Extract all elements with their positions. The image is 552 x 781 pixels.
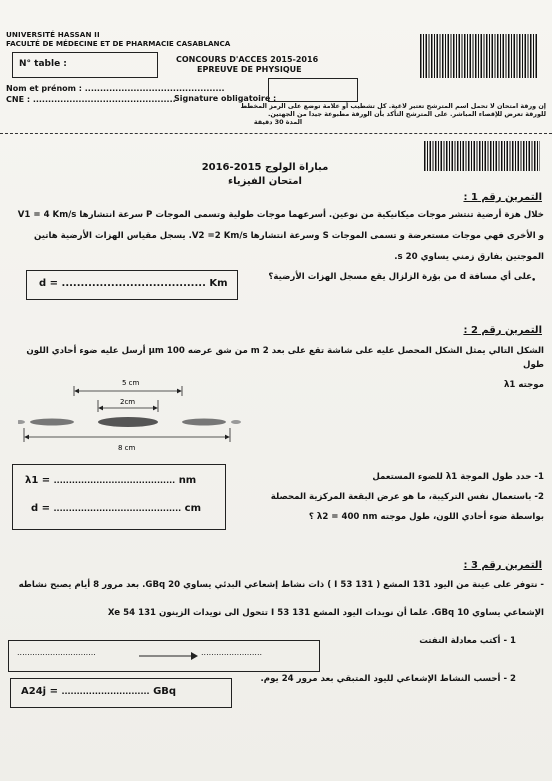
ex3-answer	[21, 686, 176, 697]
arrow-right-icon	[139, 651, 199, 661]
ex3-text	[8, 578, 544, 620]
notice-text	[100, 102, 546, 126]
notice-line-2: للورقة تعرض للإقصاء المباشر. على المترشح التأكد بأن الورقة مطبوعة جيدا من الجهتين.	[267, 110, 546, 118]
ex2-answer-1-dots: ........................................	[53, 476, 176, 485]
ex1-answer-label: d =	[39, 278, 59, 289]
ex1-answer-unit: Km	[209, 278, 228, 289]
header-divider	[0, 133, 552, 134]
ex1-answer	[39, 278, 228, 289]
signature-label: Signature obligatoire :	[174, 94, 277, 103]
diffraction-figure	[18, 372, 248, 462]
dim-5cm-label: 5 cm	[122, 379, 140, 387]
ex2-answer-1-label: λ1 =	[25, 475, 51, 486]
name-label: Nom et prénom :	[6, 84, 82, 93]
epreuve-title: EPREUVE DE PHYSIQUE	[197, 65, 302, 74]
duration-text: المدة 30 دقيقة	[253, 118, 303, 126]
ex2-answer-2	[31, 503, 201, 514]
ex2-answer-box[interactable]	[12, 464, 226, 530]
ex2-answer-2-label: d =	[31, 503, 51, 514]
exam-subtitle: امتحان الفيزياء	[228, 176, 302, 187]
table-number-box[interactable]	[12, 52, 158, 78]
ex2-question-2b: بواسطة ضوء أحادي اللون، طول موجته λ2 = 400 nm ؟	[308, 512, 544, 522]
side-fringe-far-right	[231, 420, 241, 424]
barcode-icon	[424, 141, 540, 171]
ex2-line-2: موجته λ1	[503, 380, 544, 390]
dim-2cm	[98, 398, 158, 412]
central-fringe	[98, 417, 158, 427]
ex2-heading: التمرين رقم 2 :	[463, 325, 542, 336]
ex3-heading: التمرين رقم 3 :	[463, 560, 542, 571]
name-field[interactable]	[6, 84, 225, 93]
ex1-answer-dots: ......................................	[61, 278, 206, 289]
side-fringe-far-left	[18, 420, 25, 424]
ex2-answer-1	[25, 475, 196, 486]
ex3-question-1: 1 - أكتب معادلة التفتت	[419, 636, 516, 646]
ex2-line-1: الشكل التالي يمثل الشكل المحصل عليه على شاشة تقع على بعد 2 m من شق عرضه 100 µm أرسل عليه ضوء أحادي اللون طول	[26, 346, 544, 370]
ex1-line-3: الموجتين بفارق زمني يساوي 20 s.	[394, 252, 544, 262]
cne-label: CNE :	[6, 95, 31, 104]
ex2-question-1: 1- حدد طول الموجة λ1 للضوء المستعمل	[372, 472, 544, 482]
ex3-answer-unit: GBq	[153, 686, 177, 697]
barcode-icon	[420, 34, 538, 78]
faculty-name: FACULTÉ DE MÉDECINE ET DE PHARMACIE CASABLANCA	[6, 39, 231, 48]
bullet-icon: •	[531, 276, 537, 286]
ex1-line-1: خلال هزة أرضية تنتشر موجات ميكانيكية من نوعين. أسرعهما موجات طولية وتسمى الموجات P سرعة انتشارها V1 = 4 Km/s	[17, 210, 544, 220]
ex3-line-1: - نتوفر على عينة من اليود 131 المشع ( 131 53 I ) ذات نشاط إشعاعي البدئي يساوي 20 GBq. بعد مرور 8 أيام يصبح نشاطه	[18, 580, 544, 590]
ex3-answer-dots: .............................	[61, 687, 150, 696]
university-name: UNIVERSITÉ HASSAN II	[6, 30, 100, 39]
cne-dots: ...............................................	[32, 95, 176, 104]
side-fringe-right	[182, 419, 226, 426]
ex3-line-2: الإشعاعي يساوي 10 GBq. علما أن نويدات اليود المشع 131 53 I تتحول الى نويدات الزينون 131 54 Xe	[107, 608, 544, 618]
concours-title: CONCOURS D'ACCES 2015-2016	[176, 55, 319, 64]
table-number-label: N° table :	[19, 59, 67, 69]
ex3-answer-label: A24j =	[21, 686, 58, 697]
dim-8cm	[24, 428, 230, 452]
ex1-heading: التمرين رقم 1 :	[463, 192, 542, 203]
exam-title: مباراة الولوج 2015-2016	[201, 162, 329, 173]
ex1-line-2: و الأخرى فهي موجات مستعرضة و تسمى الموجات S وسرعة انتشارها V2 =2 Km/s. يسجل مقياس الهزات الأرضية هاتين	[34, 231, 544, 241]
ex3-answer-box[interactable]	[10, 678, 232, 708]
side-fringe-left	[30, 419, 74, 426]
dim-2cm-label: 2cm	[120, 398, 136, 406]
equation-dots-left: ...............................	[17, 648, 96, 657]
notice-line-1: إن ورقة امتحان لا تحمل اسم المترشح تعتبر لاغية. كل تشطيب أو علامة توضع على الرمز المخطط	[240, 102, 546, 110]
signature-box[interactable]	[268, 78, 358, 102]
ex2-questions	[240, 470, 544, 524]
ex2-answer-2-dots: ..........................................	[53, 504, 182, 513]
ex3-equation-box[interactable]	[8, 640, 320, 672]
ex2-question-2: 2- باستعمال نفس التركيبة، ما هو عرض البقعة المركزية المحصلة	[270, 492, 544, 502]
ex2-answer-2-unit: cm	[184, 503, 201, 514]
ex2-answer-1-unit: nm	[178, 475, 197, 486]
dim-8cm-label: 8 cm	[118, 444, 136, 452]
ex3-question-2: 2 - أحسب النشاط الإشعاعي لليود المتبقي بعد مرور 24 يوم.	[260, 674, 516, 684]
dim-5cm	[74, 379, 182, 396]
name-dots: ..............................................	[84, 84, 225, 93]
ex1-answer-box[interactable]	[26, 270, 238, 300]
equation-dots-right: ........................	[201, 648, 263, 657]
ex1-question: على أي مسافة d من بؤرة الزلزال يقع مسجل الهزات الأرضية؟	[268, 272, 532, 282]
